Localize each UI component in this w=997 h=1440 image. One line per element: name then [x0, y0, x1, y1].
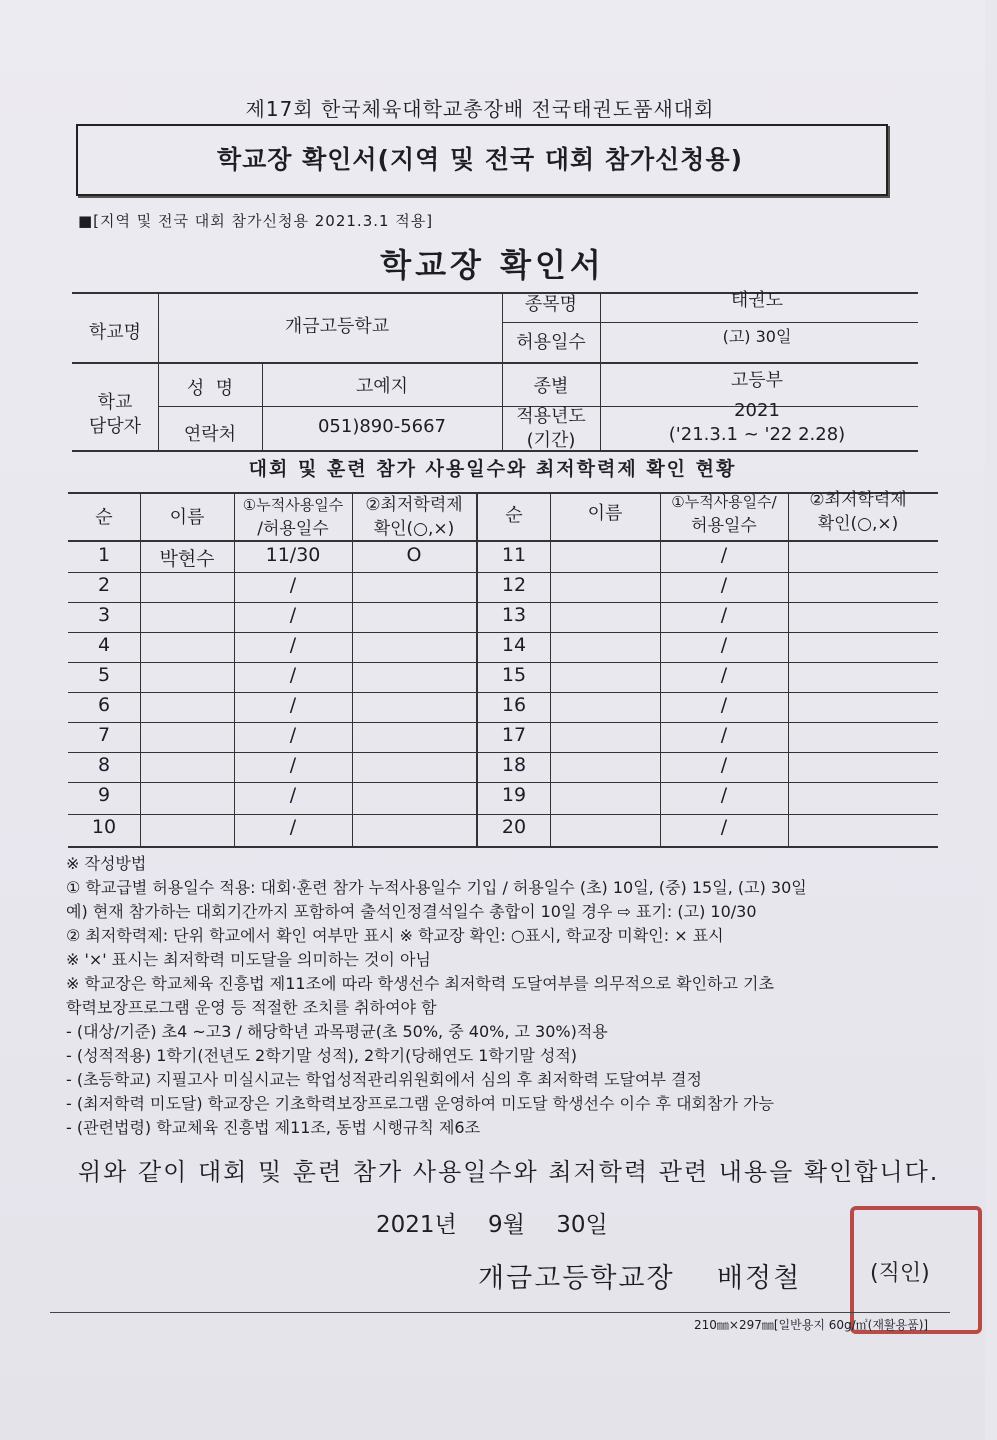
row-no: 4 — [97, 634, 111, 656]
header-check-right: 확인(○,×) — [817, 514, 899, 534]
row-days-right: / — [720, 724, 728, 746]
signer-name: 개금고등학교장 배정철 — [478, 1263, 802, 1294]
header-days-right: ①누적사용일수/ — [671, 493, 777, 511]
row-days-right: / — [720, 574, 728, 596]
info-table — [72, 278, 918, 450]
header-no: 순 — [95, 507, 113, 528]
note-line: - (관련법령) 학교체육 진흥법 제11조, 동법 시행규칙 제6조 — [66, 1118, 481, 1137]
sport-value: 태권도 — [730, 290, 784, 311]
row-days-right: / — [720, 544, 728, 566]
note-line: 예) 현재 참가하는 대회기간까지 포함하여 출석인정결석일수 총합이 10일 경우 ⇨ 표기: (고) 10/30 — [66, 902, 757, 921]
note-line: ① 학교급별 허용일수 적용: 대회·훈련 참가 누적사용일수 기입 / 허용일수 (초) 10일, (중) 15일, (고) 30일 — [66, 878, 807, 897]
header-name: 이름 — [169, 507, 205, 528]
row-name: 박현수 — [159, 548, 215, 570]
form-note: ■[지역 및 전국 대회 참가신청용 2021.3.1 적용] — [78, 212, 434, 230]
info-rule — [72, 450, 918, 452]
row-no-right: 15 — [501, 664, 527, 686]
sport-label: 종목명 — [524, 294, 578, 315]
document-date: 2021년 9월 30일 — [376, 1212, 608, 1238]
status-title: 대회 및 훈련 참가 사용일수와 최저학력제 확인 현황 — [248, 458, 737, 480]
row-days: / — [289, 816, 297, 838]
roster-rule — [68, 782, 938, 783]
event-title: 제17회 한국체육대학교총장배 전국태권도품새대회 — [245, 97, 715, 121]
roster-rule — [68, 662, 938, 663]
roster-rule — [68, 846, 938, 848]
row-days-right: / — [720, 664, 728, 686]
header-box-title: 학교장 확인서(지역 및 전국 대회 참가신청용) — [216, 145, 744, 174]
roster-rule — [68, 602, 938, 603]
row-no: 7 — [97, 724, 111, 746]
roster-rule — [68, 632, 938, 633]
info-rule — [72, 362, 918, 364]
row-days-right: / — [720, 784, 728, 806]
row-days: / — [289, 604, 297, 626]
row-no-right: 19 — [501, 784, 527, 806]
row-days: / — [289, 724, 297, 746]
main-title: 학교장 확인서 — [380, 246, 605, 284]
note-line: - (대상/기준) 초4 ~고3 / 해당학년 과목평균(초 50%, 중 40%, 고 30%)적용 — [66, 1022, 608, 1041]
school-label: 학교명 — [88, 322, 142, 343]
info-rule — [502, 322, 918, 323]
row-days: / — [289, 784, 297, 806]
contact-value: 051)890-5667 — [317, 416, 447, 437]
roster-rule — [68, 752, 938, 753]
row-no: 5 — [97, 664, 111, 686]
row-no-right: 20 — [501, 816, 527, 838]
roster-rule — [550, 492, 551, 848]
header-days: /허용일수 — [257, 519, 329, 539]
row-no-right: 16 — [501, 694, 527, 716]
days-label: 허용일수 — [516, 332, 586, 353]
confirmation-statement: 위와 같이 대회 및 훈련 참가 사용일수와 최저학력 관련 내용을 확인합니다. — [78, 1158, 940, 1186]
row-days: / — [289, 634, 297, 656]
roster-rule — [68, 540, 938, 542]
manager-label: 담당자 — [88, 416, 142, 437]
note-line: ※ 작성방법 — [66, 854, 147, 873]
row-days-right: / — [720, 634, 728, 656]
notes-section — [66, 852, 946, 1140]
bottom-rule — [50, 1312, 950, 1313]
note-line: - (성적적용) 1학기(전년도 2학기말 성적), 2학기(당해연도 1학기말 성적) — [66, 1046, 578, 1065]
roster-table — [68, 492, 938, 848]
seal-label: (직인) — [870, 1261, 930, 1286]
category-label: 종별 — [533, 376, 569, 397]
row-days-right: / — [720, 816, 728, 838]
row-no: 2 — [97, 574, 111, 596]
header-name-right: 이름 — [587, 503, 623, 524]
note-line: - (최저학력 미도달) 학교장은 기초학력보장프로그램 운영하여 미도달 학생선수 이수 후 대회참가 가능 — [66, 1094, 774, 1113]
school-value: 개금고등학교 — [284, 316, 390, 337]
row-days-right: / — [720, 754, 728, 776]
row-days: / — [289, 574, 297, 596]
roster-rule — [68, 692, 938, 693]
days-value: (고) 30일 — [722, 327, 792, 346]
roster-rule — [788, 492, 789, 848]
row-no: 10 — [91, 816, 117, 838]
row-check: O — [406, 544, 422, 566]
name-label: 성 명 — [186, 378, 234, 399]
row-days: / — [289, 694, 297, 716]
row-days-right: / — [720, 694, 728, 716]
contact-label: 연락처 — [183, 424, 237, 445]
row-no: 8 — [97, 754, 111, 776]
row-no-right: 11 — [501, 544, 527, 566]
roster-rule — [68, 572, 938, 573]
manager-label: 학교 — [97, 392, 133, 413]
row-no: 9 — [97, 784, 111, 806]
info-rule — [600, 292, 601, 450]
name-value: 고예지 — [355, 376, 409, 397]
row-no: 6 — [97, 694, 111, 716]
roster-rule — [68, 814, 938, 815]
note-line: ※ '×' 표시는 최저학력 미도달을 의미하는 것이 아님 — [66, 950, 431, 969]
note-line: - (초등학교) 지필고사 미실시교는 학업성적관리위원회에서 심의 후 최저학력 도달여부 결정 — [66, 1070, 702, 1089]
header-days: ①누적사용일수 — [242, 496, 344, 514]
row-no-right: 17 — [501, 724, 527, 746]
row-no-right: 13 — [501, 604, 527, 626]
note-line: ② 최저학력제: 단위 학교에서 확인 여부만 표시 ※ 학교장 확인: ○표시, 학교장 미확인: × 표시 — [66, 926, 724, 945]
paper-spec-footer: 210㎜×297㎜[일반용지 60g/㎡(재활용품)] — [694, 1318, 929, 1332]
period-value: ('21.3.1 ~ '22 2.28) — [668, 424, 846, 445]
header-check: 확인(○,×) — [373, 519, 455, 539]
header-check: ②최저학력제 — [365, 495, 463, 515]
row-no-right: 18 — [501, 754, 527, 776]
row-days: / — [289, 754, 297, 776]
header-check-right: ②최저학력제 — [809, 490, 907, 510]
header-days-right: 허용일수 — [691, 516, 757, 536]
category-value: 고등부 — [730, 370, 784, 391]
row-no: 3 — [97, 604, 111, 626]
year-value: 2021 — [734, 400, 780, 421]
note-line: ※ 학교장은 학교체육 진흥법 제11조에 따라 학생선수 최저학력 도달여부를 의무적으로 확인하고 기초 — [66, 974, 774, 993]
row-no: 1 — [97, 544, 111, 566]
row-days: 11/30 — [265, 544, 321, 566]
header-no-right: 순 — [505, 505, 523, 526]
row-days-right: / — [720, 604, 728, 626]
year-label: 적용년도 — [516, 406, 586, 427]
row-no-right: 14 — [501, 634, 527, 656]
year-label: (기간) — [526, 430, 576, 451]
row-no-right: 12 — [501, 574, 527, 596]
row-days: / — [289, 664, 297, 686]
note-line: 학력보장프로그램 운영 등 적절한 조치를 취하여야 함 — [66, 998, 437, 1017]
roster-rule — [68, 722, 938, 723]
